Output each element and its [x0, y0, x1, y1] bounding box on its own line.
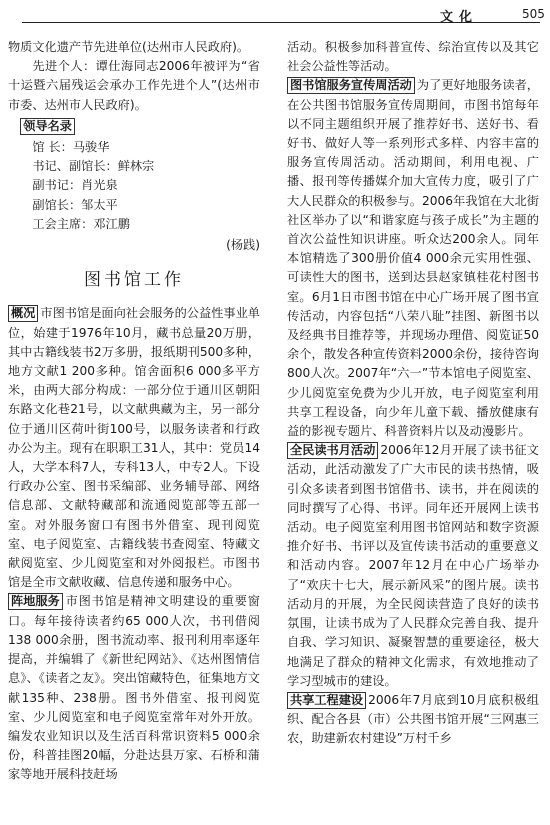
- paragraph-overview: [8, 304, 260, 592]
- leader-item: 书记、副馆长：鲜林宗: [32, 159, 155, 174]
- sharing-project-label: 共享工程建设: [287, 692, 366, 709]
- author-credit: (杨践): [226, 238, 260, 253]
- leader-name: 邓江鹏: [93, 216, 130, 231]
- overview-label: 概况: [8, 305, 38, 322]
- leader-role: 工会主席: [32, 216, 82, 231]
- onsite-service-label: 阵地服务: [8, 593, 63, 610]
- leader-item: 副书记：肖光泉: [32, 178, 118, 193]
- leader-role: 书记、副馆长: [32, 159, 106, 174]
- onsite-service-text: 市图书馆是精神文明建设的重要窗口。每年接待读者约65 000人次，书刊借阅138 000余册，图书流动率、报刊利用率逐年提高，并编辑了《新世纪网站》、《达州图情信息》、《读者之友》。突出馆藏特色，征集地方文献135种、238册。图书外借室、报刊阅览室、少儿阅览室和电子阅览室常年对外开放。编发农业知识以及生活百科常识资料5 000余份，科普挂图20幅，分赴达县万家、石桥和蒲家等地开展科技赶场: [8, 594, 260, 782]
- leader-name: 马骏华: [72, 140, 110, 155]
- leaders-heading: [8, 117, 260, 136]
- leader-item: 工会主席：邓江鹏: [32, 216, 130, 231]
- leader-name: 邹太平: [81, 197, 118, 212]
- overview-text: 市图书馆是面向社会服务的公益性事业单位，始建于1976年10月，藏书总量20万册，其中古籍线装书2万多册，报纸期刊500多种，地方文献1 200多种。馆舍面积6 000多平方米，由两大部分构成：一部分位于通川区朝阳东路文化巷21号，以文献典藏为主，另一部分位于通川区荷叶街100号，以服务读者和行政办公为主。现有在职职工31人，其中：党员14人，大学本科7人，专科13人，中专2人。下设行政办公室、图书采编部、业务辅导部、网络信息部、文献特藏部和流通阅览部等五部一室。对外服务窗口有图书外借室、现刊阅览室、电子阅览室、古籍线装书查阅室、特藏文献阅览室、少儿阅览室和对外阅报栏。市图书馆是全市文献收藏、信息传递和服务中心。: [8, 306, 260, 590]
- page-number: 505: [522, 7, 545, 21]
- paragraph-onsite-service: [8, 592, 260, 784]
- header-rule: [22, 22, 540, 23]
- reading-month-label: 全民读书月活动: [287, 442, 378, 459]
- service-week-label: 图书馆服务宣传周活动: [287, 77, 415, 94]
- leader-role: 副书记: [32, 178, 69, 193]
- service-week-text: 为了更好地服务读者，在公共图书馆服务宣传周期间，市图书馆每年以不同主题组织开展了推荐好书、送好书、看好书、做好人等一系列形式多样、内容丰富的服务宣传周活动。活动期间，利用电视、广播、报刊等传播媒介加大宣传力度，吸引了广大人民群众的积极参与。2006年我馆在大北街社区举办了以“和谐家庭与孩子成长”为主题的首次公益性知识讲座。听众达200余人。同年本馆精选了300册价值4 000余元实用性强、可读性大的图书，送到达县赵家镇桂花村图书室。6月1日市图书馆在中心广场开展了图书宣传活动，内容包括“八荣八耻”挂图、新图书以及经典书目推荐等，并现场办理借、阅览证50余个，散发各种宣传资料2000余份，接待咨询800人次。2007年“六一”节本馆电子阅览室、少儿阅览室免费为少儿开放，电子阅览室利用共享工程设备，向少年儿童下载、播放健康有益的影视专题片、科普资料片以及动漫影片。: [287, 78, 539, 439]
- reading-month-text: 2006年12月开展了读书征文活动，此活动激发了广大市民的读书热情，吸引众多读者到图书馆借书、读书，并在阅读的同时撰写了心得、书评。同年还开展网上读书活动。电子阅览室利用图书馆网站和数字资源推介好书、书评以及宣传读书活动的重要意义和活动内容。2007年12月在中心广场举办了“欢庆十七大，展示新风采”的图片展。读书活动月的开展，为全民阅读营造了良好的读书氛围，让读书成为了人民群众完善自我、提升自我、学习知识、凝聚智慧的重要途径，极大地满足了群众的精神文化需求，有效地推动了学习型城市的建设。: [287, 443, 539, 688]
- leader-role: 副馆长: [32, 197, 69, 212]
- paragraph: 先进个人：谭仕海同志2006年被评为“省十运暨六届残运会承办工作先进个人”(达州市市委、达州市人民政府)。: [8, 59, 260, 112]
- right-column: [287, 38, 539, 749]
- running-head-section: 文化: [440, 10, 479, 25]
- leaders-list: [8, 138, 260, 234]
- left-column: [8, 38, 260, 785]
- paragraph-reading-month: [287, 441, 539, 691]
- leader-item: 馆 长：马骏华: [32, 140, 110, 155]
- leader-name: 鲜林宗: [117, 159, 155, 174]
- sharing-project-text: 2006年7月底到10月底积极组织、配合各县（市）公共图书馆开展“三网惠三农，助建新农村建设”万村千乡: [287, 692, 539, 746]
- leader-name: 肖光泉: [81, 178, 118, 193]
- leaders-label: 领导名录: [20, 118, 75, 135]
- page-header: [0, 0, 550, 26]
- paragraph: 物质文化遗产节先进单位(达州市人民政府)。: [8, 40, 250, 54]
- paragraph: 活动。积极参加科普宣传、综治宣传以及其它社会公益性等活动。: [287, 40, 539, 74]
- section-title: 图书馆工作: [84, 270, 184, 291]
- paragraph-service-week: [287, 76, 539, 441]
- paragraph-sharing-project: [287, 691, 539, 749]
- leader-item: 副馆长：邹太平: [32, 197, 118, 212]
- leader-role: 馆 长: [32, 140, 61, 155]
